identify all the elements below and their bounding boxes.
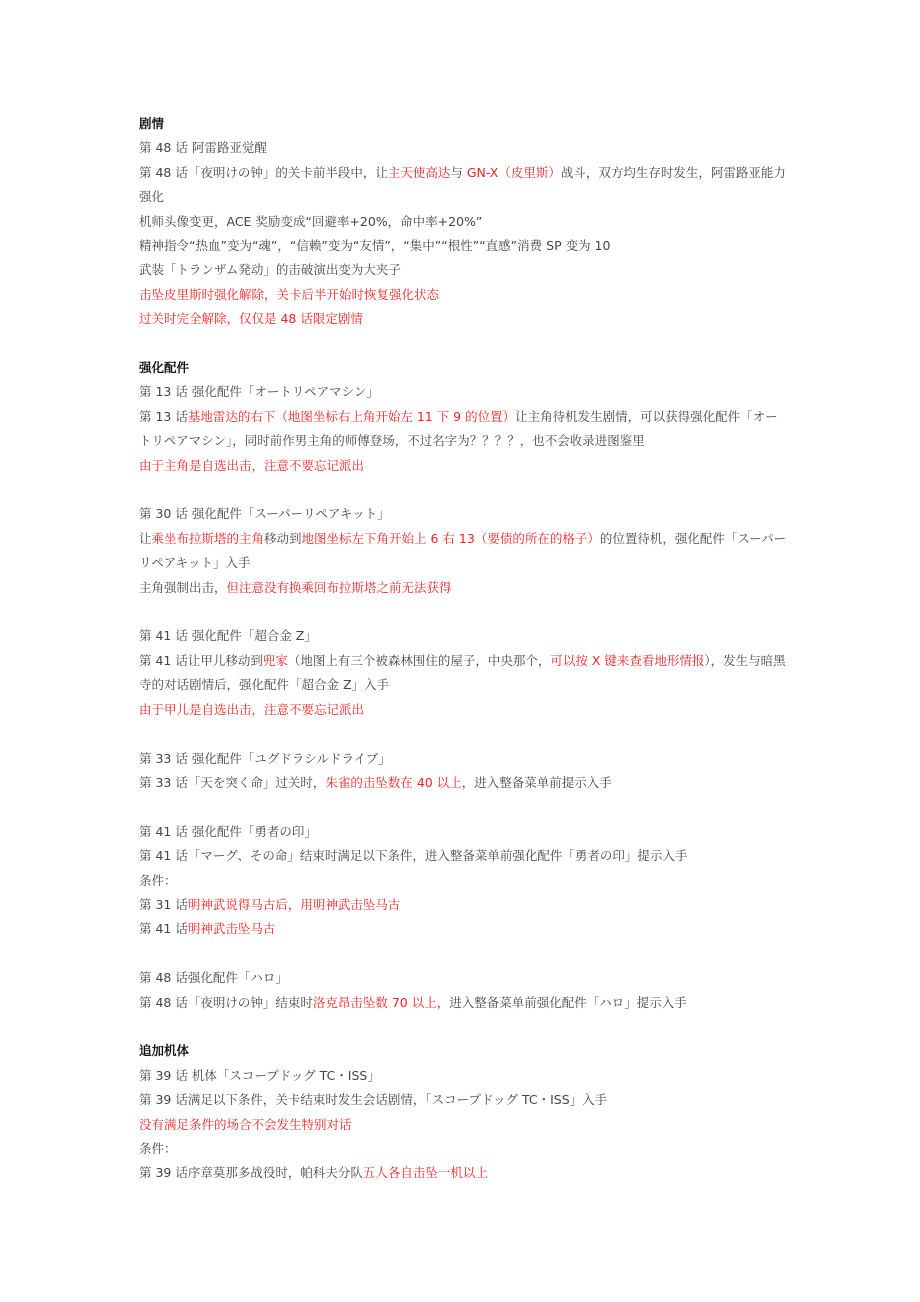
text-segment: 条件：: [139, 1140, 177, 1156]
spacer: [139, 1015, 789, 1039]
text-segment: 机师头像变更，ACE 奖励变成“回避率+20%，命中率+20%”: [139, 213, 483, 229]
text-segment: 的位置待机，强化配件「スーパーリペアキット」入手: [139, 530, 787, 571]
highlighted-text: GN-X（皮里斯）: [466, 164, 561, 180]
section-heading-parts: 强化配件: [139, 360, 190, 376]
text-segment: 让: [139, 530, 152, 546]
spacer: [139, 600, 789, 624]
text-line: [139, 283, 789, 307]
text-line: [139, 649, 789, 698]
highlighted-text: 由于甲儿是自选出击，注意不要忘记派出: [139, 701, 365, 717]
parts-entry: [139, 502, 789, 600]
text-segment: 与: [450, 164, 467, 180]
text-line: [139, 161, 789, 210]
text-segment: 移动到: [264, 530, 302, 546]
text-segment: 第 39 话 机体「スコープドッグ TC・ISS」: [139, 1067, 380, 1083]
highlighted-text: 兜家: [262, 652, 288, 668]
text-segment: 第 33 话 强化配件「ユグドラシルドライブ」: [139, 750, 391, 766]
text-line: [139, 917, 789, 941]
parts-entry: [139, 747, 789, 796]
spacer: [139, 478, 789, 502]
parts-entries: [139, 380, 789, 1014]
text-segment: 战斗，双方均生存时发生，阿雷路亚能力强化: [139, 164, 786, 205]
text-line: [139, 380, 789, 404]
text-segment: ），发生与暗黑寺的对话剧情后，强化配件「超合金 Z」入手: [139, 652, 786, 693]
text-line: [139, 1137, 789, 1161]
text-line: [139, 258, 789, 282]
text-line: [139, 502, 789, 526]
text-segment: 第 13 话: [139, 408, 188, 424]
units-lines: [139, 1064, 789, 1186]
text-line: [139, 210, 789, 234]
text-segment: 第 39 话序章莫那多战役时，帕科夫分队: [139, 1165, 363, 1181]
text-line: [139, 869, 789, 893]
highlighted-text: 没有满足条件的场合不会发生特别对话: [139, 1116, 352, 1132]
highlighted-text: 乘坐布拉斯塔的主角: [151, 530, 265, 546]
document-page: [139, 112, 789, 1186]
text-segment: 第 30 话 强化配件「スーパーリペアキット」: [139, 506, 390, 522]
highlighted-text: 明神武击坠马古: [187, 921, 276, 937]
parts-entry: [139, 624, 789, 722]
highlighted-text: 但注意没有换乘回布拉斯塔之前无法获得: [226, 579, 452, 595]
text-segment: 第 48 话强化配件「ハロ」: [139, 970, 288, 986]
text-segment: 让主角待机发生剧情，可以获得强化配件「オートリペアマシン」，同时前作男主角的师傅登场，不过名字为？？？？，也不会收录进图鉴里: [139, 408, 778, 449]
text-segment: 第 13 话 强化配件「オートリペアマシン」: [139, 384, 379, 400]
text-line: [139, 454, 789, 478]
text-line: [139, 136, 789, 160]
section-units: [139, 1039, 789, 1185]
highlighted-text: 可以按 X 键来查看地形情报: [550, 652, 705, 668]
highlighted-text: 主天使高达: [387, 164, 451, 180]
text-line: [139, 576, 789, 600]
text-segment: 第 41 话: [139, 921, 188, 937]
section-story: [139, 112, 789, 332]
text-segment: （地图上有三个被森林围住的屋子，中央那个，: [287, 652, 551, 668]
parts-entry: [139, 966, 789, 1015]
highlighted-text: 朱雀的击坠数在 40 以上: [325, 774, 462, 790]
section-heading-story: 剧情: [139, 116, 165, 131]
highlighted-text: 基地雷达的右下（地图坐标右上角开始左 11 下 9 的位置）: [187, 408, 516, 424]
spacer: [139, 942, 789, 966]
highlighted-text: 洛克昂击坠数 70 以上: [312, 994, 437, 1010]
text-line: [139, 820, 789, 844]
text-line: [139, 698, 789, 722]
text-line: [139, 624, 789, 648]
highlighted-text: 五人各自击坠一机以上: [362, 1165, 488, 1181]
text-segment: ，进入整备菜单前强化配件「ハロ」提示入手: [436, 994, 687, 1010]
text-line: [139, 893, 789, 917]
highlighted-text: 明神武说得马古后，用明神武击坠马古: [187, 896, 401, 912]
section-parts: [139, 356, 789, 1015]
spacer: [139, 722, 789, 746]
text-line: [139, 527, 789, 576]
section-heading-units: 追加机体: [139, 1043, 190, 1059]
text-segment: 第 48 话「夜明けの钟」的关卡前半段中，让: [139, 164, 388, 180]
text-line: [139, 1113, 789, 1137]
text-line: [139, 991, 789, 1015]
text-line: [139, 1088, 789, 1112]
text-line: [139, 1064, 789, 1088]
parts-entry: [139, 380, 789, 478]
highlighted-text: 过关时完全解除，仅仅是 48 话限定剧情: [139, 311, 363, 327]
text-segment: 条件：: [139, 872, 177, 888]
text-segment: 第 33 话「天を突く命」过关时，: [139, 774, 326, 790]
text-segment: 武装「トランザム発动」的击破演出变为大夹子: [139, 262, 401, 278]
text-segment: 主角强制出击，: [139, 579, 227, 595]
text-segment: 精神指令“热血”变为“魂”，“信赖”变为“友情”，“集中”“根性”“直感”消费 SP 变为 10: [139, 238, 611, 254]
highlighted-text: 由于主角是自选出击，注意不要忘记派出: [139, 457, 365, 473]
story-lines: [139, 136, 789, 331]
text-line: [139, 747, 789, 771]
text-line: [139, 1161, 789, 1185]
spacer: [139, 795, 789, 819]
text-line: [139, 307, 789, 331]
text-segment: 第 41 话让甲儿移动到: [139, 652, 263, 668]
highlighted-text: 地图坐标左下角开始上 6 右 13（要债的所在的格子）: [301, 530, 600, 546]
text-segment: ，进入整备菜单前提示入手: [461, 774, 612, 790]
text-segment: 第 41 话「マーグ、その命」结束时满足以下条件，进入整备菜单前强化配件「勇者の印」提示入手: [139, 848, 688, 864]
text-line: [139, 405, 789, 454]
text-segment: 第 41 话 强化配件「超合金 Z」: [139, 628, 317, 644]
text-line: [139, 844, 789, 868]
highlighted-text: 击坠皮里斯时强化解除，关卡后半开始时恢复强化状态: [139, 286, 440, 302]
text-line: [139, 966, 789, 990]
text-segment: 第 41 话 强化配件「勇者の印」: [139, 823, 317, 839]
text-line: [139, 771, 789, 795]
text-segment: 第 48 话「夜明けの钟」结束时: [139, 994, 313, 1010]
spacer: [139, 332, 789, 356]
text-line: [139, 234, 789, 258]
text-segment: 第 48 话 阿雷路亚觉醒: [139, 140, 267, 156]
parts-entry: [139, 820, 789, 942]
text-segment: 第 39 话满足以下条件，关卡结束时发生会话剧情，「スコープドッグ TC・ISS」入手: [139, 1092, 608, 1108]
text-segment: 第 31 话: [139, 896, 188, 912]
